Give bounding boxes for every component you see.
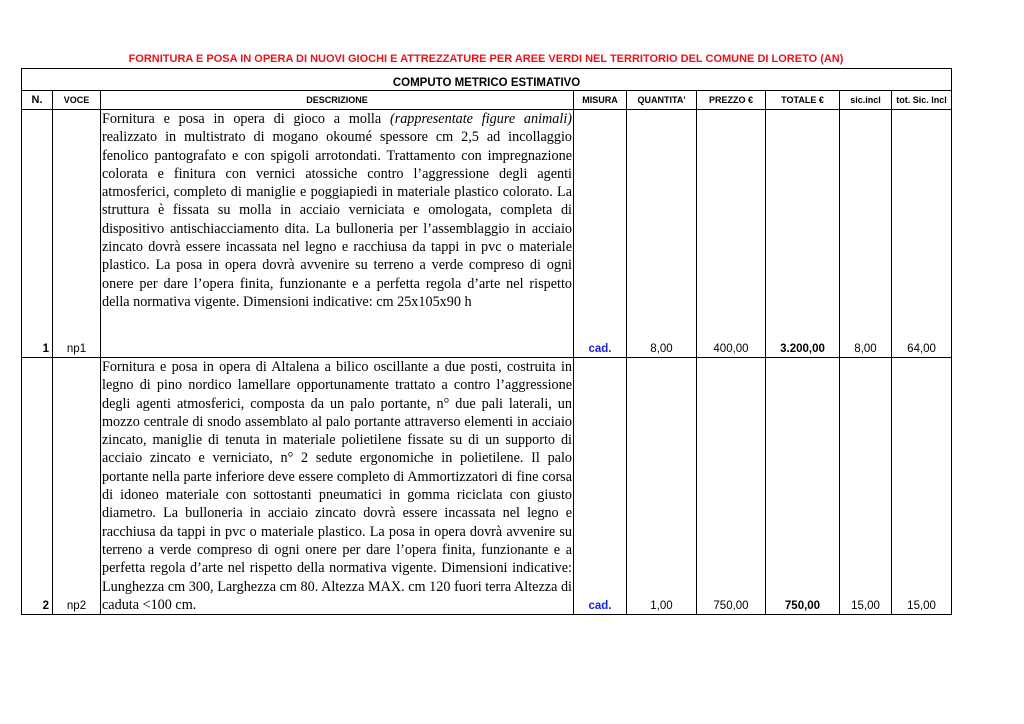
heading-row [22,69,952,91]
row-number: 1 [22,110,53,358]
sheet-heading: COMPUTO METRICO ESTIMATIVO [22,69,952,91]
row-number: 2 [22,358,53,615]
row-sic-incl: 8,00 [840,110,892,358]
row-description: Fornitura e posa in opera di Altalena a bilico oscillante a due posti, costruita in legno di pino nordico lamellare opportunamente trattato a contro l’aggressione degli agenti atmosferici, composta da un palo portante, n° due pali laterali, un mozzo centrale di snodo assemblato al palo portante attraverso elementi in acciaio zincato, maniglie di tenuta in materiale polietilene fissate su di un supporto di acciaio zincato e verniciato, n° 2 sedute ergonomiche in polietilene. Il palo portante nella parte inferiore deve essere completo di Ammortizzatori di fine corsa di idoneo materiale con sottostanti pneumatici in gomma riciclata con giusto diametro. La bulloneria in acciaio zincato dovrà essere incassata nel legno e racchiusa da tappi in pvc o materiale plastico. La posa in opera dovrà avvenire su terreno a verde compreso di ogni onere per dare l’opera finita, funzionante e a perfetta regola d’arte nel rispetto della normativa vigente. Dimensioni indicative: Lunghezza cm 300, Larghezza cm 80. Altezza MAX. cm 120 fuori terra Altezza di caduta <100 cm. [102,359,572,613]
column-header-n: N. [22,91,53,110]
column-header-misura: MISURA [574,91,627,110]
row-voce: np2 [53,358,101,615]
description-italic-text: (rappresentate figure animali) [389,111,573,127]
row-prezzo: 400,00 [697,110,766,358]
document-title: FORNITURA E POSA IN OPERA DI NUOVI GIOCHI E ATTREZZATURE PER AREE VERDI NEL TERRITORIO DEL COMUNE DI LORETO (AN) [128,53,844,65]
column-header-totale: TOTALE € [766,91,840,110]
row-quantita: 8,00 [627,110,697,358]
row-prezzo: 750,00 [697,358,766,615]
description-text: realizzato in multistrato di mogano okoumé spessore cm 2,5 ad incollaggio fenolico pantografato e con spigoli arrotondati. Trattamento con impregnazione colorata e finitura con vernici atossiche contro l’aggressione degli agenti atmosferici, completo di maniglie e poggiapiedi in materiale plastico colorato. La struttura è fissata su molla in acciaio verniciata e omologata, completa di dispositivo antischiacciamento dita. La bulloneria per l’assemblaggio in acciaio zincato dovrà essere incassata nel legno e racchiusa da tappi in pvc o materiale plastico. La posa in opera dovrà avvenire su terreno a verde compreso di ogni onere per dare l’opera finita, funzionante e a perfetta regola d’arte nel rispetto della normativa vigente. Dimensioni indicative: cm 25x105x90 h [102,129,572,310]
column-header-voce: VOCE [53,91,101,110]
column-header-row [22,91,952,110]
column-header-descrizione: DESCRIZIONE [101,91,574,110]
row-tot-sic-incl: 15,00 [892,358,952,615]
computo-table [21,68,952,615]
column-header-prezzo: PREZZO € [697,91,766,110]
table-row [22,358,952,615]
row-totale: 750,00 [766,358,840,615]
column-header-sic-incl: sic.incl [840,91,892,110]
row-description [101,110,574,358]
table-row [22,110,952,358]
row-misura: cad. [574,358,627,615]
row-tot-sic-incl: 64,00 [892,110,952,358]
row-quantita: 1,00 [627,358,697,615]
row-misura: cad. [574,110,627,358]
description-text: Fornitura e posa in opera di gioco a molla [102,111,390,127]
row-sic-incl: 15,00 [840,358,892,615]
column-header-quantita: QUANTITA' [627,91,697,110]
column-header-tot-sic-incl: tot. Sic. Incl [892,91,952,110]
row-voce: np1 [53,110,101,358]
row-totale: 3.200,00 [766,110,840,358]
